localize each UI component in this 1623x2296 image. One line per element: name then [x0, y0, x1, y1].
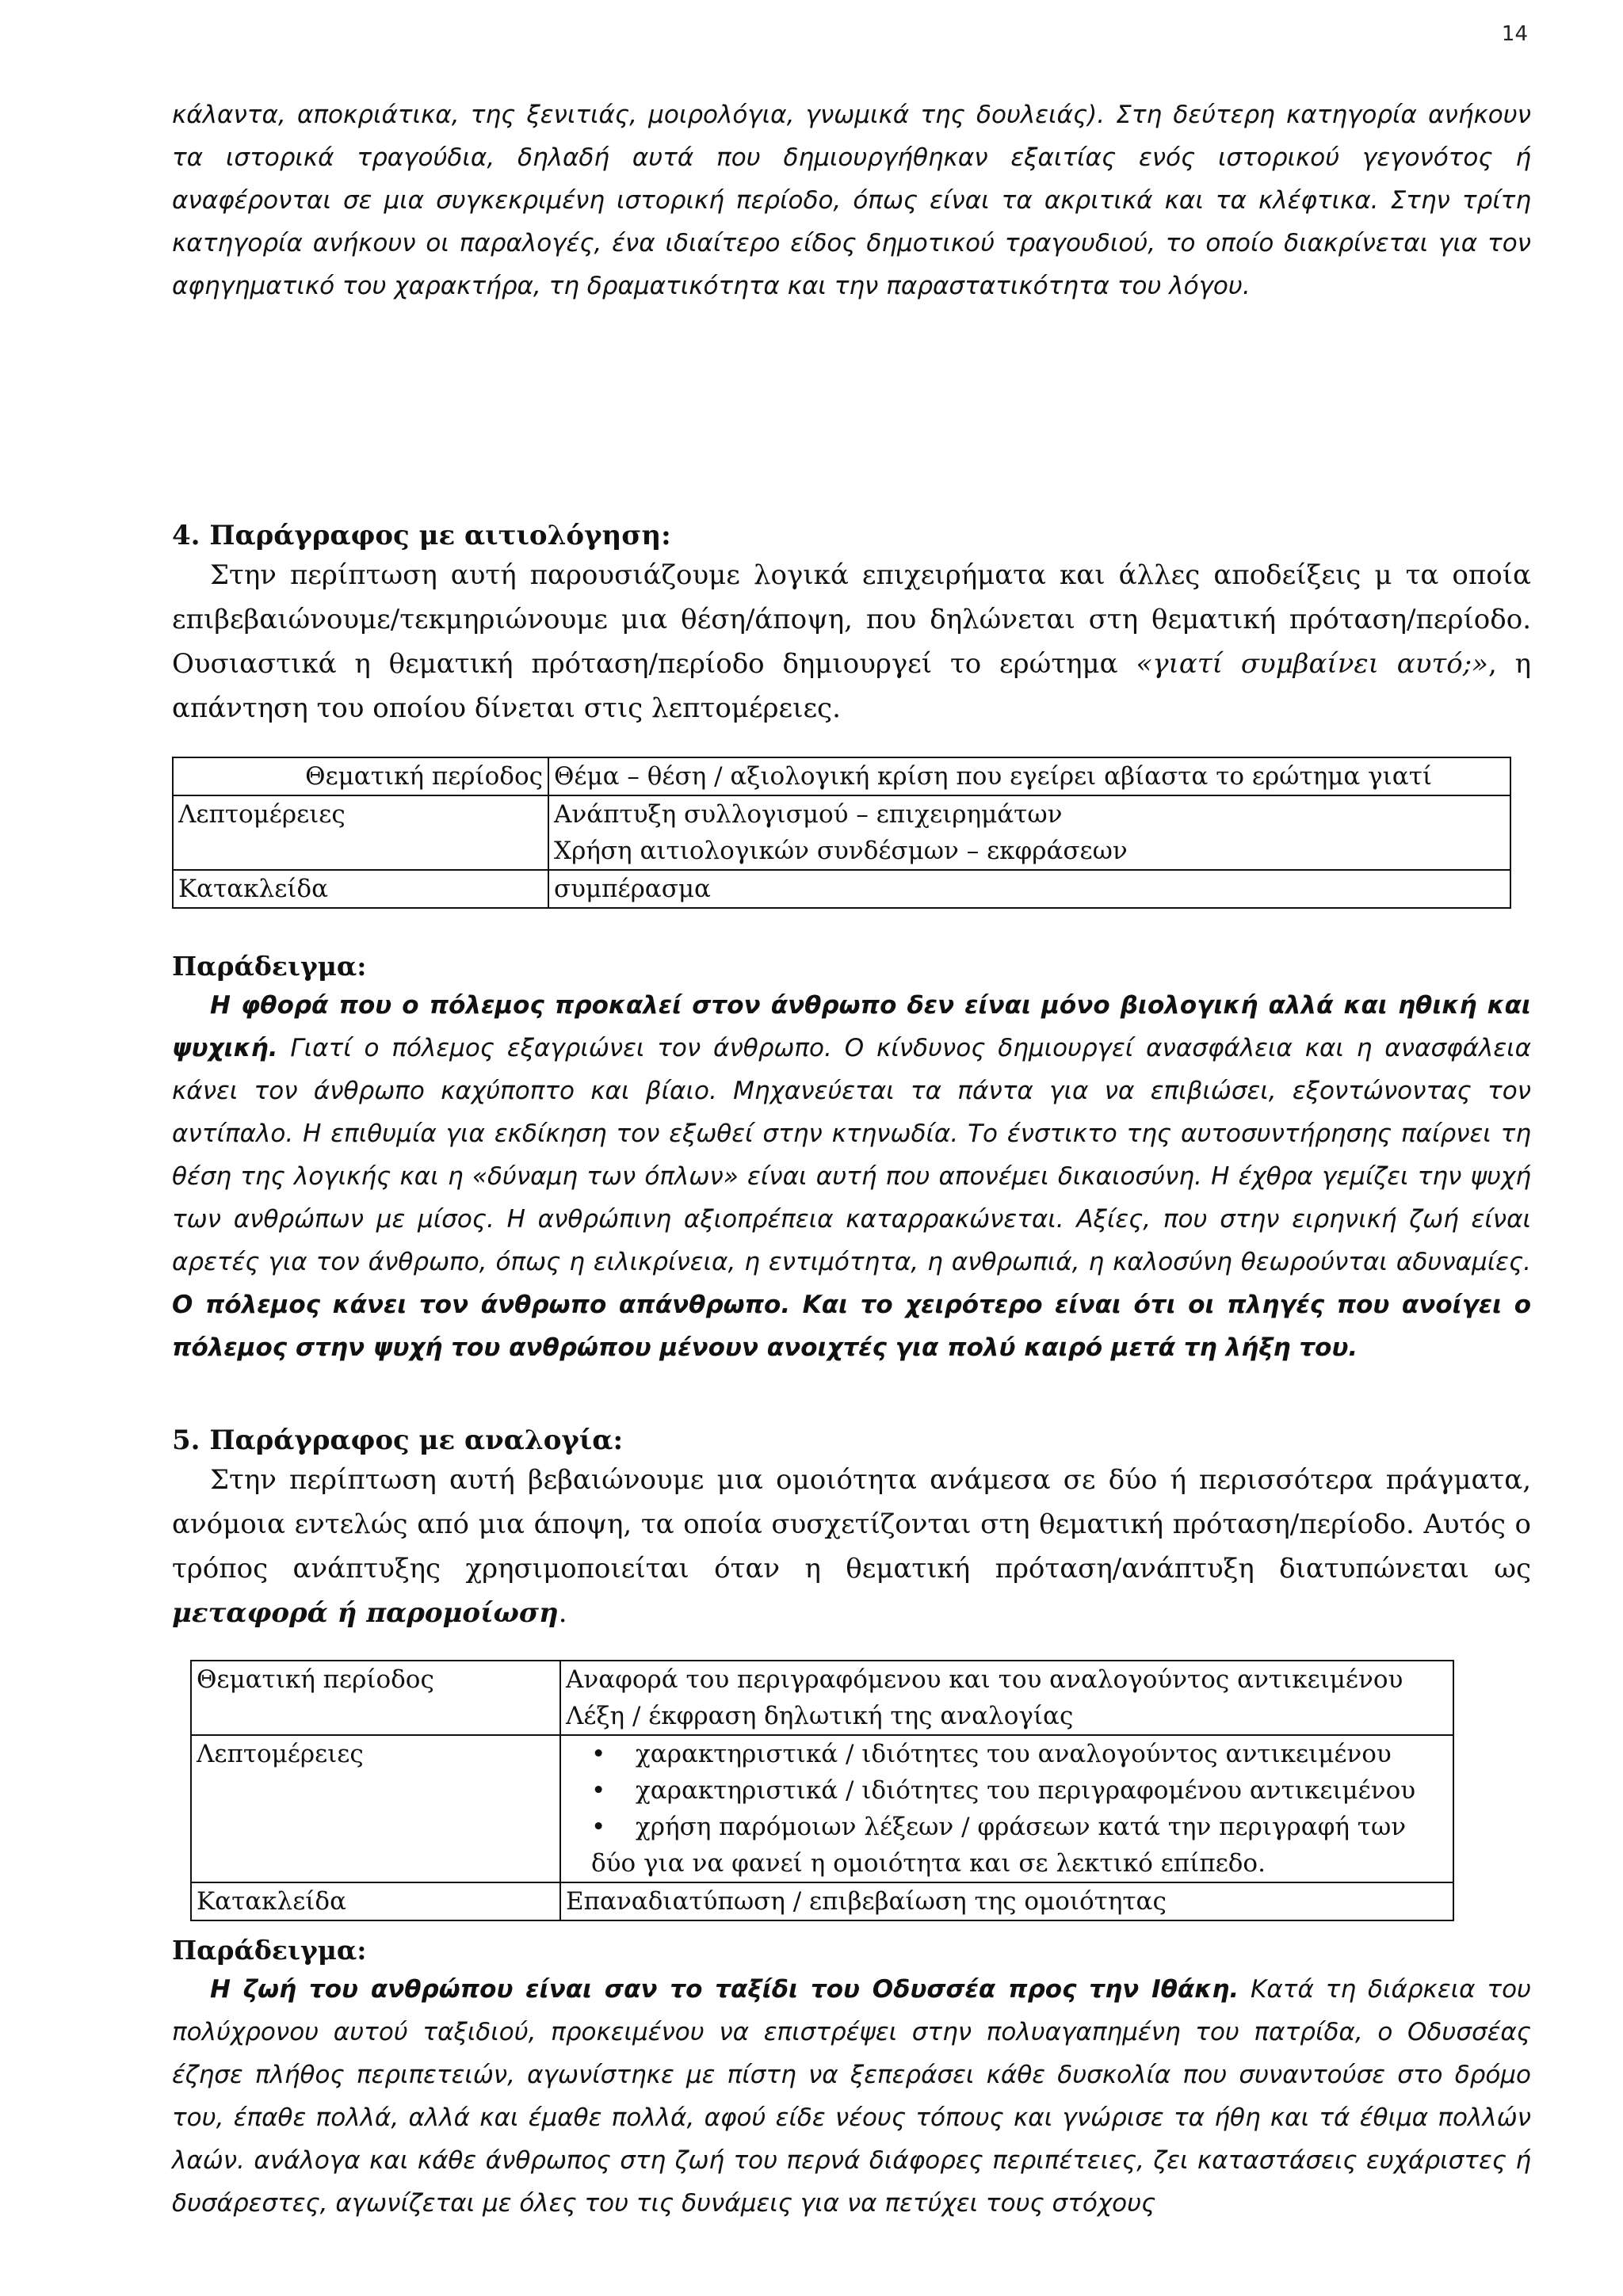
table-cell	[548, 795, 1510, 870]
section-4-example-conclusion: Ο πόλεμος κάνει τον άνθρωπο απάνθρωπο. Και το χειρότερο είναι ότι οι πληγές που ανοίγει ο πόλεμος στην ψυχή του ανθρώπου μένουν ανοιχτές για πολύ καιρό μετά τη λήξη του.	[172, 1291, 1531, 1362]
table-cell: Θεματική περίοδος	[191, 1661, 560, 1735]
list-item: • χαρακτηριστικά / ιδιότητες του περιγραφομένου αντικειμένου	[591, 1772, 1448, 1809]
table-cell	[560, 1661, 1453, 1735]
table-cell-line: Αναφορά του περιγραφόμενου και του αναλογούντος αντικειμένου	[566, 1665, 1403, 1694]
intro-paragraph: κάλαντα, αποκριάτικα, της ξενιτιάς, μοιρολόγια, γνωμικά της δουλειάς). Στη δεύτερη κατηγορία ανήκουν τα ιστορικά τραγούδια, δηλαδή αυτά που δημιουργήθηκαν εξαιτίας ενός ιστορικού γεγονότος ή αναφέρονται σε μια συγκεκριμένη ιστορική περίοδο, όπως είναι τα ακριτικά και τα κλέφτικα. Στην τρίτη κατηγορία ανήκουν οι παραλογές, ένα ιδιαίτερο είδος δημοτικού τραγουδιού, το οποίο διακρίνεται για τον αφηγηματικό του χαρακτήρα, τη δραματικότητα και την παραστατικότητα του λόγου.	[172, 101, 1531, 300]
section-4-body	[172, 553, 1531, 730]
section-5-heading: 5. Παράγραφος με αναλογία:	[172, 1425, 624, 1456]
list-item-continuation: δύο για να φανεί η ομοιότητα και σε λεκτικό επίπεδο.	[591, 1849, 1266, 1878]
section-4-body-end: , η απάντηση του οποίου δίνεται στις λεπτομέρειες.	[172, 648, 1531, 724]
table-cell: Κατακλείδα	[191, 1882, 560, 1920]
table-row	[173, 757, 1510, 795]
details-list	[566, 1736, 1448, 1845]
table-cell: συμπέρασμα	[548, 870, 1510, 908]
table-row	[173, 795, 1510, 870]
table-cell	[560, 1735, 1453, 1882]
section-5-body	[172, 1458, 1531, 1635]
list-item: • χαρακτηριστικά / ιδιότητες του αναλογούντος αντικειμένου	[591, 1736, 1448, 1772]
table-cell: Θεματική περίοδος	[173, 757, 548, 795]
table-row	[191, 1735, 1453, 1882]
table-cell: Επαναδιατύπωση / επιβεβαίωση της ομοιότητας	[560, 1882, 1453, 1920]
section-4-table	[172, 757, 1511, 909]
section-4-heading: 4. Παράγραφος με αιτιολόγηση:	[172, 520, 671, 551]
section-5-example-topic: Η ζωή του ανθρώπου είναι σαν το ταξίδι του Οδυσσέα προς την Ιθάκη.	[210, 1975, 1239, 2004]
table-row	[191, 1661, 1453, 1735]
section-4-example-label: Παράδειγμα:	[172, 951, 367, 982]
section-5-example-label: Παράδειγμα:	[172, 1935, 367, 1966]
section-4-body-text: Στην περίπτωση αυτή παρουσιάζουμε λογικά επιχειρήματα και άλλες αποδείξεις μ τα οποία επιβεβαιώνουμε/τεκμηριώνουμε μια θέση/άποψη, που δηλώνεται στη θεματική πρόταση/περίοδο. Ουσιαστικά η θεματική πρόταση/περίοδο δημιουργεί το ερώτημα	[172, 559, 1531, 680]
table-cell-line: Χρήση αιτιολογικών συνδέσμων – εκφράσεων	[554, 837, 1128, 865]
table-cell: Θέμα – θέση / αξιολογική κρίση που εγείρει αβίαστα το ερώτημα γιατί	[548, 757, 1510, 795]
section-4-example	[172, 984, 1531, 1369]
table-cell: Λεπτομέρειες	[173, 795, 548, 870]
table-cell-line: Ανάπτυξη συλλογισμού – επιχειρημάτων	[554, 800, 1063, 829]
section-5-emphasis: μεταφορά ή παρομοίωση	[172, 1597, 559, 1629]
table-row	[191, 1882, 1453, 1920]
section-5-example	[172, 1968, 1531, 2225]
table-cell-line: Λέξη / έκφραση δηλωτική της αναλογίας	[566, 1702, 1074, 1730]
table-cell: Λεπτομέρειες	[191, 1735, 560, 1882]
list-item: • χρήση παρόμοιων λέξεων / φράσεων κατά την περιγραφή των	[591, 1809, 1448, 1845]
section-5-body-end: .	[558, 1597, 567, 1629]
section-4-example-body: Γιατί ο πόλεμος εξαγριώνει τον άνθρωπο. Ο κίνδυνος δημιουργεί ανασφάλεια και η ανασφάλεια κάνει τον άνθρωπο καχύποπτο και βίαιο. Μηχανεύεται τα πάντα για να επιβιώσει, εξοντώνοντας τον αντίπαλο. Η επιθυμία για εκδίκηση τον εξωθεί στην κτηνωδία. Το ένστικτο της αυτοσυντήρησης παίρνει τη θέση της λογικής και η «δύναμη των όπλων» είναι αυτή που απονέμει δικαιοσύνη. Η έχθρα γεμίζει την ψυχή των ανθρώπων με μίσος. Η ανθρώπινη αξιοπρέπεια καταρρακώνεται. Αξίες, που στην ειρηνική ζωή είναι αρετές για τον άνθρωπο, όπως η ειλικρίνεια, η εντιμότητα, η ανθρωπιά, η καλοσύνη θεωρούνται αδυναμίες.	[172, 1034, 1531, 1276]
table-cell: Κατακλείδα	[173, 870, 548, 908]
section-5-body-text: Στην περίπτωση αυτή βεβαιώνουμε μια ομοιότητα ανάμεσα σε δύο ή περισσότερα πράγματα, ανόμοια εντελώς από μια άποψη, τα οποία συσχετίζονται στη θεματική πρόταση/περίοδο. Αυτός ο τρόπος ανάπτυξης χρησιμοποιείται όταν η θεματική πρόταση/ανάπτυξη διατυπώνεται ως	[172, 1464, 1531, 1585]
page-number: 14	[1501, 22, 1528, 46]
table-row	[173, 870, 1510, 908]
section-5-table	[190, 1660, 1454, 1921]
section-4-example-topic: Η φθορά που ο πόλεμος προκαλεί στον άνθρωπο δεν είναι μόνο βιολογική αλλά και ηθική και ψυχική.	[172, 991, 1531, 1062]
section-4-question: «γιατί συμβαίνει αυτό;»	[1136, 648, 1488, 680]
section-5-example-body: Κατά τη διάρκεια του πολύχρονου αυτού ταξιδιού, προκειμένου να επιστρέψει στην πολυαγαπημένη του πατρίδα, ο Οδυσσέας έζησε πλήθος περιπετειών, αγωνίστηκε με πίστη να ξεπεράσει κάθε δυσκολία που συναντούσε στο δρόμο του, έπαθε πολλά, αλλά και έμαθε πολλά, αφού είδε νέους τόπους και γνώρισε τα ήθη και τά έθιμα πολλών λαών. ανάλογα και κάθε άνθρωπος στη ζωή του περνά διάφορες περιπέτειες, ζει καταστάσεις ευχάριστες ή δυσάρεστες, αγωνίζεται με όλες του τις δυνάμεις για να πετύχει τους στόχους	[172, 1975, 1531, 2218]
